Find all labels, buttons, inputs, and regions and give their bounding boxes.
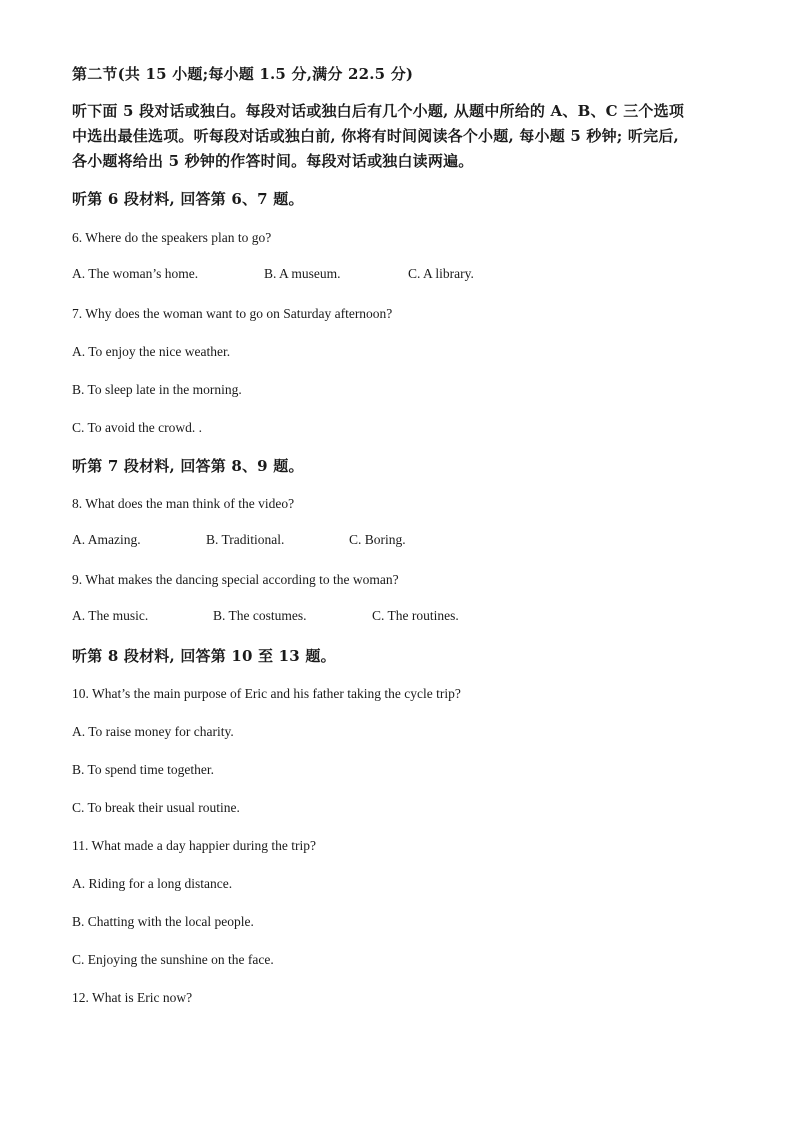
- question-10-option-a[interactable]: A. To raise money for charity.: [72, 724, 234, 739]
- question-6-option-a[interactable]: A. The woman’s home.: [72, 266, 199, 281]
- question-6-stem: 6. Where do the speakers plan to go?: [72, 230, 272, 245]
- instructions-line-2: 中选出最佳选项。听每段对话或独白前, 你将有时间阅读各个小题, 每小题 5 秒钟; 听完后,: [72, 127, 679, 145]
- question-7-option-b[interactable]: B. To sleep late in the morning.: [72, 382, 242, 397]
- question-11-option-b[interactable]: B. Chatting with the local people.: [72, 914, 254, 929]
- question-9-option-c[interactable]: C. The routines.: [372, 608, 459, 623]
- group-heading-7: 听第 7 段材料, 回答第 8、9 题。: [72, 457, 304, 475]
- question-10-stem: 10. What’s the main purpose of Eric and his father taking the cycle trip?: [72, 686, 461, 701]
- question-8-option-c[interactable]: C. Boring.: [349, 532, 406, 547]
- instructions-line-1: 听下面 5 段对话或独白。每段对话或独白后有几个小题, 从题中所给的 A、B、C 三个选项: [72, 102, 685, 120]
- section-heading: 第二节(共 15 小题;每小题 1.5 分,满分 22.5 分): [72, 65, 414, 83]
- question-7-stem: 7. Why does the woman want to go on Saturday afternoon?: [72, 306, 393, 321]
- question-9-stem: 9. What makes the dancing special according to the woman?: [72, 572, 399, 587]
- group-heading-8: 听第 8 段材料, 回答第 10 至 13 题。: [72, 647, 336, 665]
- question-7-option-a[interactable]: A. To enjoy the nice weather.: [72, 344, 231, 359]
- question-9-option-b[interactable]: B. The costumes.: [213, 608, 307, 623]
- question-6-options: [0, 266, 794, 286]
- instructions-line-3: 各小题将给出 5 秒钟的作答时间。每段对话或独白读两遍。: [72, 152, 474, 170]
- question-9-options: [0, 608, 794, 628]
- group-heading-6: 听第 6 段材料, 回答第 6、7 题。: [72, 190, 304, 208]
- question-12-stem: 12. What is Eric now?: [72, 990, 193, 1005]
- question-6-option-c[interactable]: C. A library.: [408, 266, 474, 281]
- question-11-option-c[interactable]: C. Enjoying the sunshine on the face.: [72, 952, 274, 967]
- question-10-option-b[interactable]: B. To spend time together.: [72, 762, 215, 777]
- question-10-option-c[interactable]: C. To break their usual routine.: [72, 800, 240, 815]
- question-8-stem: 8. What does the man think of the video?: [72, 496, 295, 511]
- question-11-stem: 11. What made a day happier during the trip?: [72, 838, 317, 853]
- question-11-option-a[interactable]: A. Riding for a long distance.: [72, 876, 233, 891]
- question-8-option-b[interactable]: B. Traditional.: [206, 532, 285, 547]
- question-9-option-a[interactable]: A. The music.: [72, 608, 149, 623]
- question-8-option-a[interactable]: A. Amazing.: [72, 532, 141, 547]
- question-8-options: [0, 532, 794, 552]
- question-6-option-b[interactable]: B. A museum.: [264, 266, 341, 281]
- question-7-option-c[interactable]: C. To avoid the crowd. .: [72, 420, 203, 435]
